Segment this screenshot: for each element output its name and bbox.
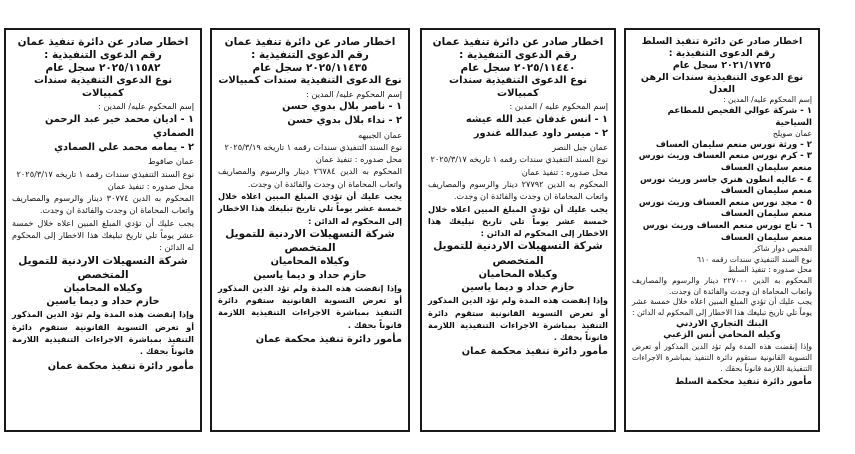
bond-info: نوع السند التنفيذي سندات رقمه ١ تاريخه ٢٠٢٥/٣/١٩ — [224, 141, 402, 152]
footer-signature: مأمور دائرة تنفيذ محكمة عمان — [47, 360, 194, 372]
case-number: ٢٠٢٥/١١٥٨٢ سجل عام — [45, 62, 161, 75]
amount-due: المحكوم به الدين ٢٢٧٠٠٠ دينار والرسوم والمصاريف واتعاب المحاماة ان وجدت والفائدة ان وجدت. — [632, 276, 812, 296]
case-number: ٢٠٢٥/١١٤٤٠ سجل عام — [460, 62, 576, 75]
debtor-address: عمان صافوط — [148, 156, 194, 167]
debtor-label: إسم المحكوم عليه / المدين : — [509, 101, 608, 112]
notice-header: اخطار صادر عن دائرة تنفيذ عمان — [432, 36, 604, 48]
agents-label: وكيلاه المحاميان — [63, 283, 143, 294]
notice-header: اخطار صادر عن دائرة تنفيذ السلط — [641, 36, 803, 47]
creditor-name: شركة التسهيلات الاردنية للتمويل المتخصص — [433, 240, 603, 267]
payment-warning: يجب عليك أن تؤدي المبلغ المبين اعلاه خلال خمسة عشر يوماً تلي تاريخ تبليغك هذا الاخطار إلى المحكوم له الدائن : — [428, 203, 608, 239]
case-number-label: رقم الدعوى التنفيذية : — [668, 47, 776, 59]
debtor-address: عمان جبل النصر — [552, 142, 608, 153]
case-number: ٢٠٢١/١٧٢٥ سجل عام — [672, 59, 772, 71]
bond-info: نوع السند التنفيذي سندات رقمه ١ تاريخه ٢٠٢٥/٣/١٧ — [16, 168, 194, 179]
debtor-3: ٣ - كرم نورس منعم العساف وريث نورس منعم سليمان العساف — [638, 151, 812, 173]
payment-warning: يجب عليك أن تؤدي المبلغ المبين اعلاه خلال خمسة عشر يوماً تلي تاريخ تبليغك هذا الاخطار إلى المحكوم له الدائن : — [12, 217, 194, 253]
lawyer-names: حازم حداد و ديما ياسين — [253, 269, 367, 281]
lawyer-names: حازم حداد و ديما ياسين — [461, 282, 575, 294]
payment-warning: يجب عليك أن تؤدي المبلغ المبين اعلاه خلال خمسة عشر يوماً تلي تاريخ تبليغك هذا الاخطار إلى المحكوم له الدائن : — [632, 297, 812, 317]
notice-header: اخطار صادر عن دائرة تنفيذ عمان — [17, 36, 189, 48]
notice-case-1725 — [624, 28, 820, 432]
closing-text: وإذا إنقضت هذه المدة ولم تؤد الدين المذكور أو تعرض التسوية القانونية ستقوم دائرة التنفيذ بمباشرة الاجراءات التنفيذية اللازمة قانوناً بحقك . — [632, 342, 812, 373]
issue-place: محل صدوره : تنفيذ عمان — [107, 180, 194, 191]
debtor-2: ٢ - ورثة نورس منعم سليمان العساف — [655, 139, 812, 150]
closing-text: وإذا إنقضت هذه المدة ولم تؤد الدين المذكور أو تعرض التسوية القانونية ستقوم دائرة التنفيذ بمباشرة الاجراءات التنفيذية اللازمة قانوناً بحقك . — [12, 309, 194, 357]
amount-due: المحكوم به الدين ٣٠٧٧٤ دينار والرسوم والمصاريف واتعاب المحاماة ان وجدت والفائدة ان وجدت. — [12, 193, 194, 216]
case-number: ٢٠٢٥/١١٤٣٥ سجل عام — [252, 62, 368, 75]
agents-label: وكيلاه المحاميان — [478, 268, 558, 280]
debtor-2: ٢ - ميسر داود عبدالله غندور — [473, 127, 608, 139]
creditor-name: البنك التجاري الاردني — [676, 318, 768, 329]
amount-due: المحكوم به الدين ٢٦٧٨٤ دينار والرسوم والمصاريف واتعاب المحاماة ان وجدت والفائدة ان وجدت. — [218, 166, 402, 189]
debtor-6: ٦ - تاج نورس منعم العساف وريث نورس منعم سليمان العساف — [642, 220, 812, 243]
case-number-label: رقم الدعوى التنفيذية : — [459, 49, 577, 62]
creditor-name: شركة التسهيلات الاردنية للتمويل المتخصص — [18, 254, 188, 281]
debtor-1: ١ - اديان محمد خير عبد الرحمن الصمادي — [44, 113, 194, 139]
debtor-address: الفحيص دوار شاكر — [753, 244, 812, 254]
debtor-1: ١ - شركة عوالي الفحيص للمطاعم السياحية — [667, 106, 812, 128]
notice-case-11435 — [210, 28, 410, 432]
creditor-name: شركة التسهيلات الاردنية للتمويل المتخصص — [225, 227, 395, 255]
issue-place: محل صدوره : تنفيذ السلط — [727, 265, 812, 275]
debtor-1: ١ - ناصر بلال بدوي حسن — [282, 101, 402, 113]
issue-place: محل صدوره : تنفيذ عمان — [521, 166, 608, 177]
debtor-4: ٤ - عاليه انطون هنري جاسر وريث نورس منعم سليمان العساف — [639, 174, 812, 197]
case-number-label: رقم الدعوى التنفيذية : — [44, 49, 162, 62]
debtor-1-address: عمان صويلح — [772, 129, 812, 139]
case-type: نوع الدعوى التنفيذية سندات كمبيالات — [449, 75, 587, 99]
issue-place: محل صدوره : تنفيذ عمان — [315, 154, 402, 165]
bond-info: نوع السند التنفيذي سندات رقمه ٦١٠ — [696, 254, 812, 264]
notice-case-11582 — [4, 28, 202, 432]
lawyer-names: وكيله المحامي أنس الزعبي — [663, 330, 781, 341]
payment-warning: يجب عليك أن تؤدي المبلغ المبين اعلاه خلال خمسة عشر يوماً تلي تاريخ تبليغك هذا الاخطار إلى المحكوم له الدائن : — [218, 191, 402, 226]
debtor-1: ١ - انس غدفان عبد الله عيشه — [465, 113, 608, 125]
bond-info: نوع السند التنفيذي سندات رقمه ١ تاريخه ٢٠٢٥/٣/١٧ — [430, 154, 608, 165]
footer-signature: مأمور دائرة تنفيذ محكمة السلط — [675, 377, 812, 388]
notice-case-11440 — [420, 28, 616, 432]
closing-text: وإذا إنقضت هذه المدة ولم تؤد الدين المذكور أو تعرض التسوية القانونية ستقوم دائرة التنفيذ بمباشرة الاجراءات التنفيذية اللازمة قانوناً بحقك . — [218, 282, 402, 330]
case-type: نوع الدعوى التنفيذية سندات كمبيالات — [34, 75, 172, 99]
notice-header: اخطار صادر عن دائرة تنفيذ عمان — [224, 36, 396, 48]
lawyer-names: حازم حداد و ديما ياسين — [46, 296, 160, 308]
closing-text: وإذا إنقضت هذه المدة ولم تؤد الدين المذكور أو تعرض التسوية القانونية ستقوم دائرة التنفيذ بمباشرة الاجراءات التنفيذية اللازمة قانوناً بحقك . — [428, 295, 608, 343]
debtor-label: إسم المحكوم عليه/ المدين : — [306, 88, 402, 99]
footer-signature: مأمور دائرة تنفيذ محكمة عمان — [255, 333, 402, 345]
agents-label: وكيلاه المحاميان — [270, 256, 350, 268]
footer-signature: مأمور دائرة تنفيذ محكمة عمان — [461, 346, 608, 358]
case-type: نوع الدعوى التنفيذية سندات الرهن العدل — [640, 71, 804, 95]
case-number-label: رقم الدعوى التنفيذية : — [251, 49, 369, 62]
amount-due: المحكوم به الدين ٢٧٧٩٢ دينار والرسوم والمصاريف واتعاب المحاماة ان وجدت والفائدة ان وجدت. — [428, 178, 608, 202]
case-type: نوع الدعوى التنفيذية سندات كمبيالات — [218, 75, 402, 87]
debtor-2: ٢ - نداء بلال بدوي حسن — [287, 115, 402, 127]
debtor-label: إسم المحكوم عليه/ المدين : — [723, 95, 812, 105]
debtor-2: ٢ - يمامه محمد علي الصمادي — [54, 142, 194, 154]
debtor-5: ٥ - مجد نورس منعم العساف وريث نورس منعم سليمان العساف — [638, 197, 812, 220]
debtor-address: عمان الجبيهه — [358, 129, 402, 140]
debtor-label: إسم المحكوم عليه/ المدين : — [98, 101, 194, 112]
